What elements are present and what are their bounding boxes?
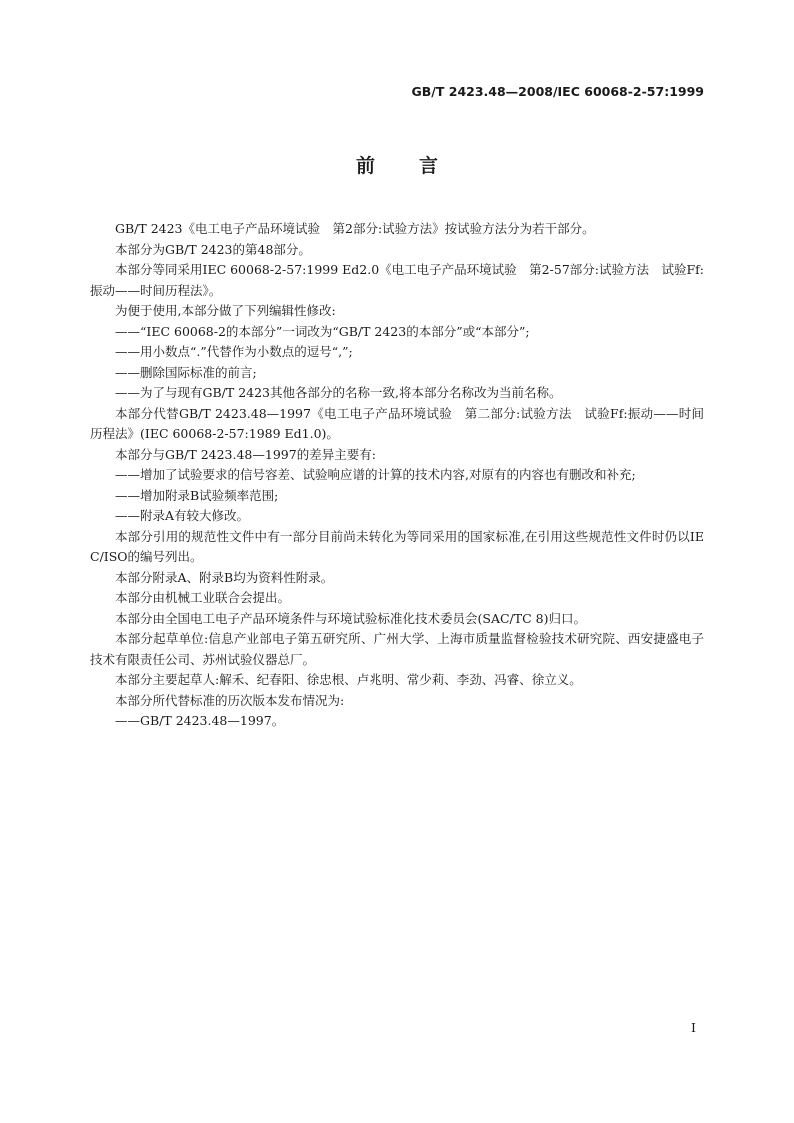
paragraph: 本部分附录A、附录B均为资料性附录。 xyxy=(115,569,334,585)
paragraph: GB/T 2423《电工电子产品环境试验 第2部分:试验方法》按试验方法分为若干部分。 xyxy=(115,221,595,236)
paragraph: 本部分代替GB/T 2423.48—1997《电工电子产品环境试验 第二部分:试验方法 试验Ff:振动——时间历程法》(IEC 60068-2-57:1989 Ed1.0)。 xyxy=(90,405,704,441)
paragraph: 本部分由全国电工电子产品环境条件与环境试验标准化技术委员会(SAC/TC 8)归口。 xyxy=(115,610,586,626)
paragraph: 本部分引用的规范性文件中有一部分目前尚未转化为等同采用的国家标准,在引用这些规范性文件时仍以IEC/ISO的编号列出。 xyxy=(90,528,704,564)
paragraph: 本部分所代替标准的历次版本发布情况为: xyxy=(115,692,345,708)
list-item: ——删除国际标准的前言; xyxy=(115,364,257,380)
paragraph: 本部分起草单位:信息产业部电子第五研究所、广州大学、上海市质量监督检验技术研究院、西安捷盛电子技术有限责任公司、苏州试验仪器总厂。 xyxy=(90,631,704,667)
standard-number: GB/T 2423.48—2008/IEC 60068-2-57:1999 xyxy=(411,84,704,99)
list-item: ——增加附录B试验频率范围; xyxy=(115,487,279,503)
page-number: I xyxy=(691,1020,696,1035)
paragraph: 本部分由机械工业联合会提出。 xyxy=(115,590,291,605)
list-item: ——GB/T 2423.48—1997。 xyxy=(115,713,285,728)
list-item: ——增加了试验要求的信号容差、试验响应谱的计算的技术内容,对原有的内容也有删改和补充; xyxy=(115,467,636,482)
page-title: 前言 xyxy=(355,155,482,177)
paragraph: 本部分主要起草人:解禾、纪春阳、徐忠根、卢兆明、常少莉、李劲、冯睿、徐立义。 xyxy=(115,672,582,687)
list-item: ——附录A有较大修改。 xyxy=(115,508,250,523)
paragraph: 本部分等同采用IEC 60068-2-57:1999 Ed2.0《电工电子产品环境试验 第2-57部分:试验方法 试验Ff:振动——时间历程法》。 xyxy=(90,262,704,298)
foreword-body xyxy=(90,219,704,732)
list-item: ——为了与现有GB/T 2423其他各部分的名称一致,将本部分名称改为当前名称。 xyxy=(115,385,562,400)
paragraph: 本部分与GB/T 2423.48—1997的差异主要有: xyxy=(115,446,376,462)
paragraph: 本部分为GB/T 2423的第48部分。 xyxy=(115,241,311,257)
paragraph: 为便于使用,本部分做了下列编辑性修改: xyxy=(115,303,336,318)
list-item: ——“IEC 60068-2的本部分”一词改为“GB/T 2423的本部分”或“本部分”; xyxy=(115,323,530,339)
list-item: ——用小数点“.”代替作为小数点的逗号“,”; xyxy=(115,344,353,359)
